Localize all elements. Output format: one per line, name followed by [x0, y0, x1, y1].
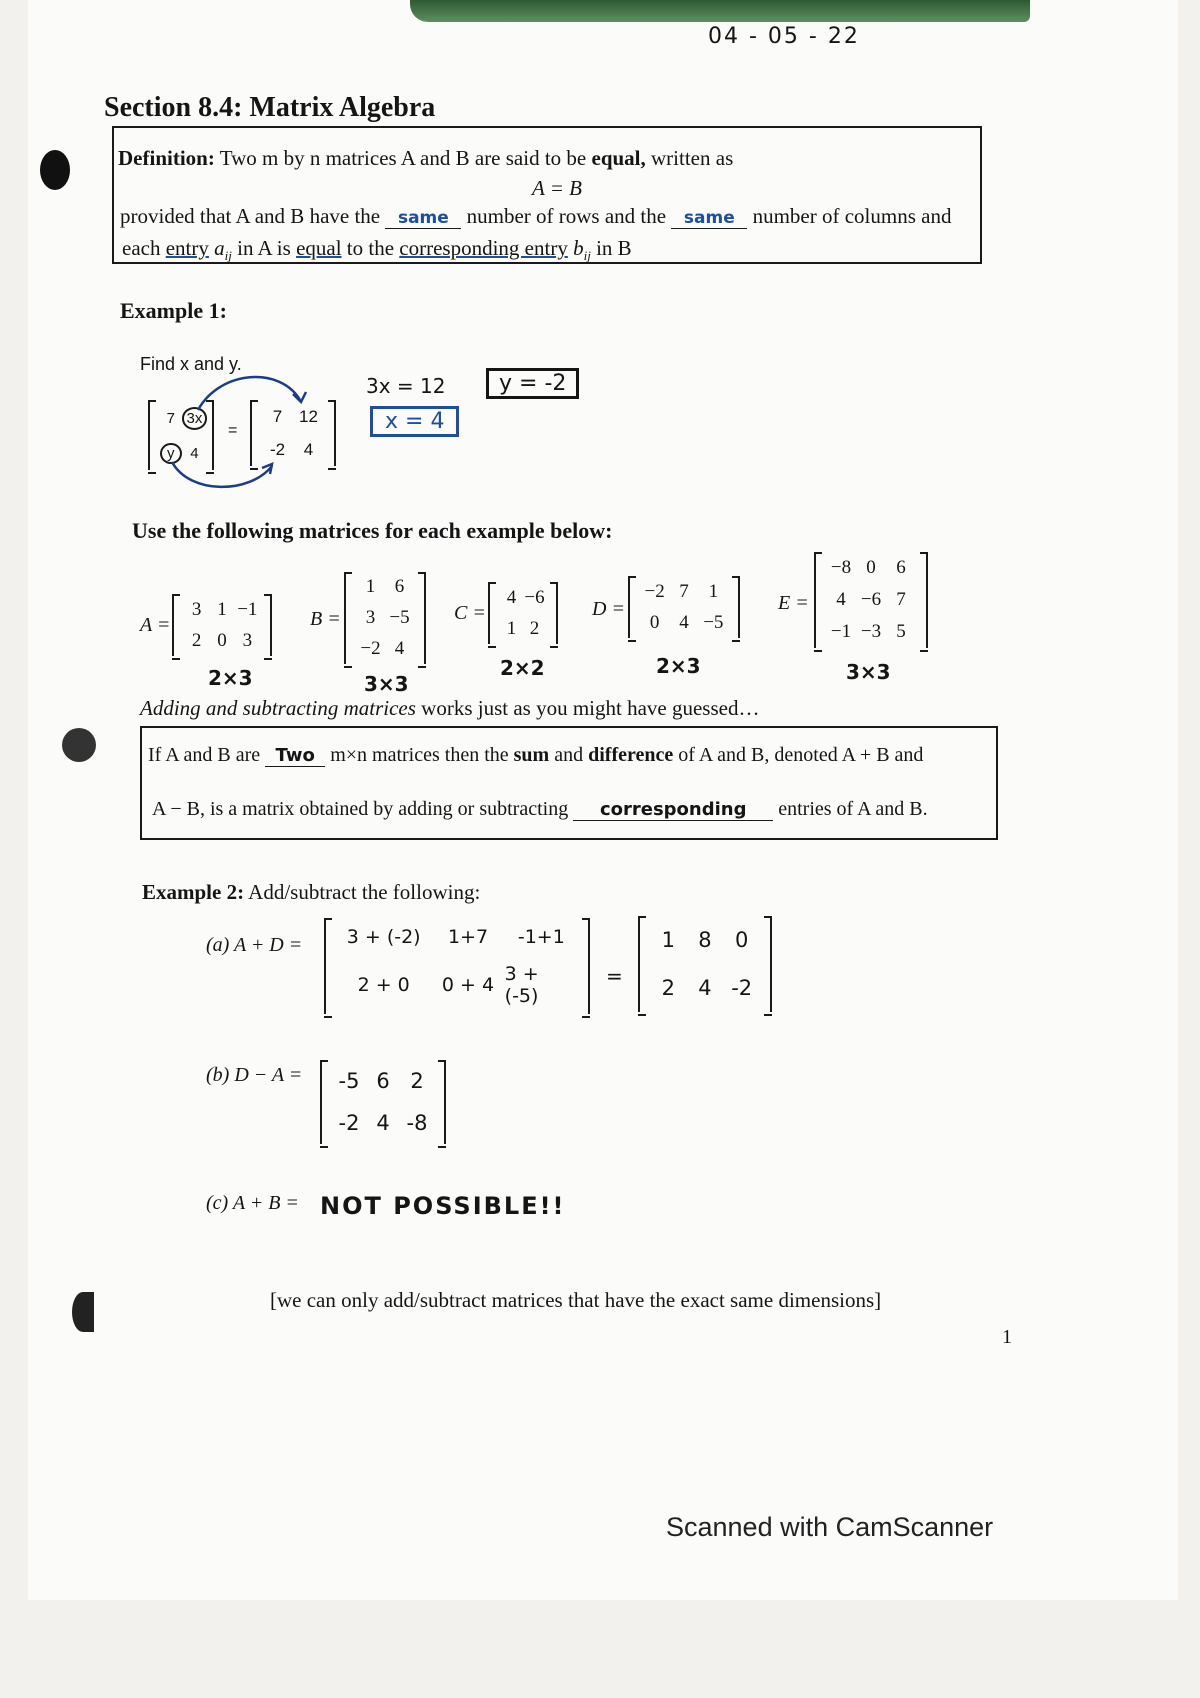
sum-box-line-1 [148, 744, 923, 767]
date: 04 - 05 - 22 [708, 24, 860, 49]
arrow-annotations [150, 370, 320, 500]
cell: -5 [338, 1069, 360, 1093]
cell: −1 [830, 621, 852, 642]
cell: 3 + (-5) [504, 962, 539, 1007]
cell: 6 [376, 1069, 390, 1093]
camscanner-watermark: Scanned with CamScanner [666, 1512, 994, 1542]
cell: 7 [166, 409, 175, 427]
part-a-label: (a) A + D = [206, 934, 303, 956]
use-following-heading: Use the following matrices for each example below: [132, 518, 613, 543]
matrix-e [814, 552, 928, 648]
matrix-b-dimension: 3×3 [364, 672, 409, 696]
example2-prompt: Add/subtract the following: [248, 880, 481, 904]
two-blank: Two [265, 745, 325, 767]
cell: -8 [406, 1111, 428, 1135]
aij-symbol: $a_{ij}$ [214, 236, 232, 264]
cell: 1 [506, 617, 517, 639]
matrix-e-dimension: 3×3 [846, 660, 891, 684]
corresponding-entry: corresponding entry [399, 236, 568, 260]
sum-word: sum [513, 744, 550, 766]
cell: 4 [836, 589, 846, 610]
part-c-label: (c) A + B = [206, 1192, 299, 1214]
cell: 6 [896, 557, 906, 578]
cell: 4 [679, 611, 689, 633]
cell: 4 [190, 444, 199, 462]
section-title: Section 8.4: Matrix Algebra [104, 92, 436, 123]
example2-heading [142, 880, 480, 905]
cell: 1 [661, 928, 676, 952]
in-b-text: in B [596, 236, 632, 260]
entry-word: entry [165, 236, 209, 260]
matrix-d [628, 576, 740, 638]
to-the-text: to the [346, 236, 395, 260]
rows-blank: same [385, 208, 461, 229]
part-a-work-matrix [324, 918, 590, 1014]
cell: 3 [365, 606, 376, 628]
matrix-a [172, 594, 272, 656]
definition-line-1 [118, 146, 733, 171]
provided-text-2: number of rows and the [466, 204, 667, 228]
cell: 2 [529, 617, 540, 639]
cell: 5 [896, 621, 906, 642]
cell: 0 [649, 611, 660, 633]
scan-edge-shadow [410, 0, 1030, 22]
cell: 2 [410, 1069, 424, 1093]
cell: 1 [217, 598, 227, 620]
matrix-c-name: C = [454, 602, 486, 624]
cell: 0 [866, 557, 876, 578]
cell: -1+1 [517, 925, 565, 948]
matrix-d-name: D = [592, 598, 625, 620]
cell: −5 [703, 611, 724, 633]
cell: −6 [860, 589, 882, 610]
hole-punch [72, 1292, 94, 1332]
example1-prompt: Find x and y. [140, 354, 242, 374]
obtained-text: A − B, is a matrix obtained by adding or subtracting [152, 798, 569, 820]
cell: 4 [698, 976, 712, 1000]
part-c-answer: NOT POSSIBLE!! [320, 1192, 566, 1220]
and-word: and [554, 744, 584, 766]
cell: 0 [734, 928, 749, 952]
cell: −8 [830, 557, 852, 578]
provided-text-3: number of columns and [752, 204, 952, 228]
part-b-result-matrix [320, 1060, 446, 1144]
cell: 1 [365, 576, 376, 598]
matrix-e-name: E = [778, 592, 809, 614]
definition-text: Two m by n matrices A and B are said to be [219, 146, 587, 170]
definition-line-3 [122, 236, 632, 264]
cell: 3 + (-2) [346, 925, 421, 948]
cell: 2 [191, 629, 202, 651]
matrix-c [488, 582, 558, 644]
cell: 4 [376, 1111, 390, 1135]
cell: 7 [272, 406, 283, 426]
cell: 0 [217, 629, 227, 651]
cell-circled: 3x [182, 407, 208, 430]
cell: 4 [303, 439, 314, 459]
sum-box-line-2 [152, 798, 928, 821]
cell: 8 [698, 928, 712, 952]
difference-word: difference [588, 744, 674, 766]
answer-y: y = -2 [486, 368, 579, 399]
entries-text: entries of A and B. [778, 798, 928, 820]
definition-label: Definition: [118, 146, 215, 170]
cell-circled: y [160, 443, 182, 464]
cell: 4 [394, 637, 405, 659]
part-a-result-matrix [638, 916, 772, 1012]
cell: 2 [661, 976, 676, 1000]
cell: −1 [237, 598, 258, 620]
provided-text: provided that A and B have the [120, 204, 381, 228]
cell: 3 [242, 629, 253, 651]
part-a-equals: = [606, 964, 623, 988]
matrix-b [344, 572, 426, 664]
cell: 3 [191, 598, 202, 620]
definition-line-2 [120, 204, 951, 229]
example1-label: Example 1: [120, 298, 227, 323]
cell: 4 [506, 586, 517, 608]
matrix-a-dimension: 2×3 [208, 666, 253, 690]
page-number: 1 [1002, 1326, 1012, 1348]
work-3x-12: 3x = 12 [366, 374, 446, 398]
cell: 6 [394, 576, 405, 598]
cell: 7 [896, 589, 906, 610]
denoted-text: of A and B, denoted A + B and [678, 744, 924, 766]
matrix-d-dimension: 2×3 [656, 654, 701, 678]
cell: 7 [679, 580, 689, 602]
cell: 1 [708, 580, 719, 602]
definition-text-2: written as [651, 146, 734, 170]
if-text: If A and B are [148, 744, 261, 766]
hole-punch [40, 150, 70, 190]
adding-rest: works just as you might have guessed… [421, 696, 760, 720]
cell: 12 [299, 406, 318, 426]
adding-italic: Adding and subtracting matrices [140, 696, 416, 720]
dimension-note: [we can only add/subtract matrices that have the exact same dimensions] [270, 1288, 882, 1312]
equal-underlined: equal [296, 236, 342, 260]
equals-sign: = [228, 422, 238, 439]
cell: 2 + 0 [357, 973, 410, 996]
cell: 1+7 [447, 925, 489, 948]
cell: -2 [269, 439, 286, 459]
cell: −5 [389, 606, 410, 628]
example2-label: Example 2: [142, 880, 245, 904]
definition-equation: A = B [532, 176, 582, 200]
equal-word: equal, [591, 146, 646, 170]
bij-symbol: $b_{ij}$ [573, 236, 591, 264]
columns-blank: same [671, 208, 747, 229]
cell: −2 [644, 580, 665, 602]
in-a-text: in A is [237, 236, 291, 260]
cell: −6 [524, 586, 545, 608]
adding-line [140, 696, 759, 721]
cell: −2 [360, 637, 381, 659]
cell: 0 + 4 [441, 973, 495, 996]
hole-punch [62, 728, 96, 762]
matrix-a-name: A = [140, 614, 171, 636]
each-text: each [122, 236, 161, 260]
matrices-text: m×n matrices then the [330, 744, 509, 766]
part-b-label: (b) D − A = [206, 1064, 303, 1086]
matrix-c-dimension: 2×2 [500, 656, 545, 680]
cell: −3 [860, 621, 882, 642]
answer-x: x = 4 [370, 406, 459, 437]
cell: -2 [338, 1111, 360, 1135]
cell: -2 [731, 976, 753, 1000]
matrix-b-name: B = [310, 608, 341, 630]
corresponding-blank: corresponding [573, 799, 773, 821]
